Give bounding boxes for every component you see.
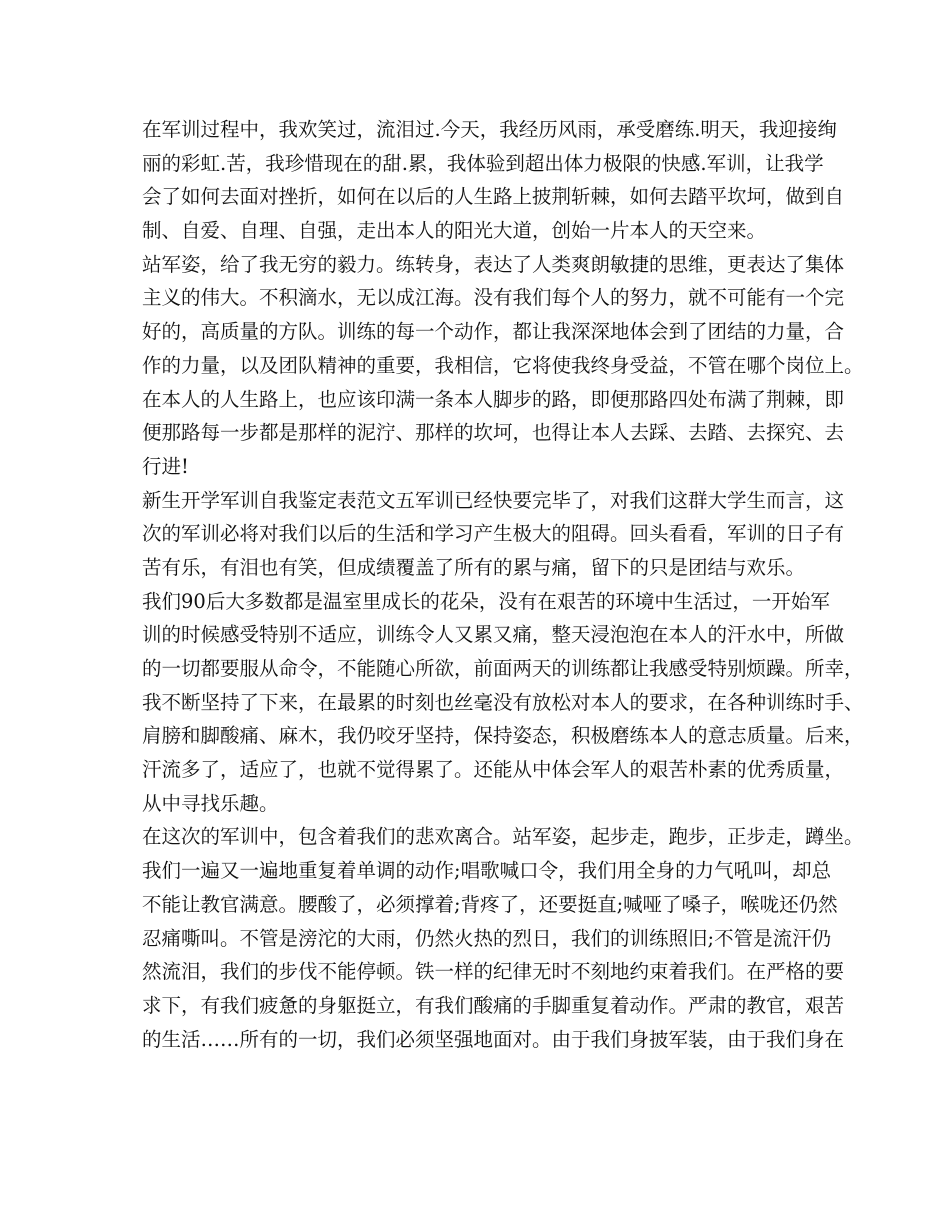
text-line: 丽的彩虹.苦，我珍惜现在的甜.累，我体验到超出体力极限的快感.军训，让我学: [142, 151, 824, 175]
text-line: 新生开学军训自我鉴定表范文五军训已经快要完毕了，对我们这群大学生而言，这: [142, 488, 845, 512]
text-line: 的一切都要服从命令，不能随心所欲，前面两天的训练都让我感受特别烦躁。所幸，: [142, 657, 864, 680]
text-line: 好的，高质量的方队。训练的每一个动作，都让我深深地体会到了团结的力量，合: [142, 320, 845, 344]
text-line: 我们一遍又一遍地重复着单调的动作;唱歌喊口令，我们用全身的力气吼叫，却总: [142, 859, 832, 883]
text-line: 在这次的军训中，包含着我们的悲欢离合。站军姿，起步走，跑步，正步走，蹲坐。: [142, 825, 864, 849]
text-line: 肩膀和脚酸痛、麻木，我仍咬牙坚持，保持姿态，积极磨练本人的意志质量。后来，: [142, 724, 864, 748]
text-line: 在本人的人生路上，也应该印满一条本人脚步的路，即便那路四处布满了荆棘，即: [142, 387, 845, 411]
text-line: 训的时候感受特别不适应，训练令人又累又痛，整天浸泡泡在本人的汗水中，所做: [142, 623, 845, 647]
document-body: [142, 113, 864, 1056]
text-line: 制、自爱、自理、自强，走出本人的阳光大道，创始一片本人的天空来。: [142, 219, 767, 243]
text-line: 主义的伟大。不积滴水，无以成江海。没有我们每个人的努力，就不可能有一个完: [142, 286, 845, 310]
text-line: 会了如何去面对挫折，如何在以后的人生路上披荆斩棘，如何去踏平坎坷，做到自: [142, 185, 845, 209]
text-line: 次的军训必将对我们以后的生活和学习产生极大的阻碍。回头看看，军训的日子有: [142, 522, 845, 546]
text-line: 求下，有我们疲惫的身躯挺立，有我们酸痛的手脚重复着动作。严肃的教官，艰苦: [142, 993, 845, 1017]
text-line: 苦有乐，有泪也有笑，但成绩覆盖了所有的累与痛，留下的只是团结与欢乐。: [142, 555, 806, 579]
text-line: 作的力量，以及团队精神的重要，我相信，它将使我终身受益，不管在哪个岗位上。: [142, 353, 864, 377]
text-line: 从中寻找乐趣。: [142, 791, 279, 815]
text-line: 然流泪，我们的步伐不能停顿。铁一样的纪律无时不刻地约束着我们。在严格的要: [142, 960, 845, 984]
text-line: 在军训过程中，我欢笑过，流泪过.今天，我经历风雨，承受磨练.明天，我迎接绚: [142, 118, 837, 141]
text-line: 站军姿，给了我无穷的毅力。练转身，表达了人类爽朗敏捷的思维，更表达了集体: [142, 252, 845, 276]
text-line: 忍痛嘶叫。不管是滂沱的大雨，仍然火热的烈日，我们的训练照旧;不管是流汗仍: [142, 926, 832, 950]
text-line: 便那路每一步都是那样的泥泞、那样的坎坷，也得让本人去踩、去踏、去探究、去: [142, 421, 845, 445]
text-line: 我们90后大多数都是温室里成长的花朵，没有在艰苦的环境中生活过，一开始军: [142, 589, 830, 613]
text-line: 我不断坚持了下来，在最累的时刻也丝毫没有放松对本人的要求，在各种训练时手、: [142, 690, 864, 714]
text-line: 汗流多了，适应了，也就不觉得累了。还能从中体会军人的艰苦朴素的优秀质量，: [142, 758, 845, 782]
text-line: 不能让教官满意。腰酸了，必须撑着;背疼了，还要挺直;喊哑了嗓子，喉咙还仍然: [142, 892, 838, 916]
text-line: 的生活……所有的一切，我们必须坚强地面对。由于我们身披军装，由于我们身在: [142, 1027, 845, 1051]
text-line: 行进!: [142, 454, 189, 478]
